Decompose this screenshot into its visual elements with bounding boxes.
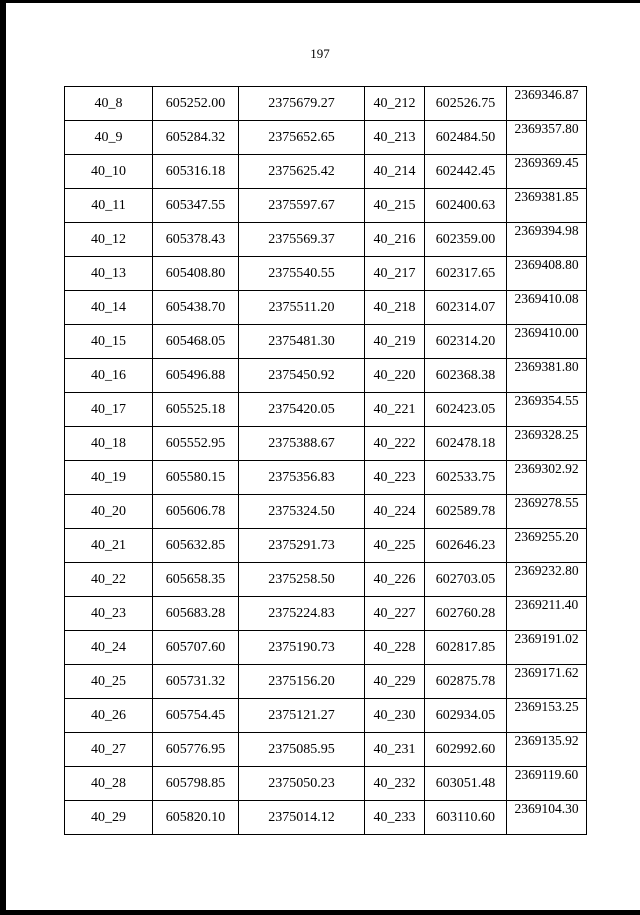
table-row (65, 699, 587, 733)
y-coordinate-right: 2369191.02 (507, 631, 587, 665)
y-coordinate-right: 2369135.92 (507, 733, 587, 767)
table-row (65, 529, 587, 563)
x-coordinate-right: 602442.45 (425, 155, 507, 189)
table-row (65, 359, 587, 393)
y-coordinate-left: 2375085.95 (239, 733, 365, 767)
y-coordinate-right: 2369119.60 (507, 767, 587, 801)
point-id-left: 40_21 (65, 529, 153, 563)
table-row (65, 325, 587, 359)
y-coordinate-left: 2375625.42 (239, 155, 365, 189)
scan-border-top (0, 0, 640, 3)
point-id-right: 40_215 (365, 189, 425, 223)
x-coordinate-left: 605316.18 (153, 155, 239, 189)
x-coordinate-right: 602314.07 (425, 291, 507, 325)
point-id-left: 40_22 (65, 563, 153, 597)
y-coordinate-left: 2375481.30 (239, 325, 365, 359)
point-id-right: 40_227 (365, 597, 425, 631)
coordinates-table-body (65, 87, 587, 835)
point-id-right: 40_221 (365, 393, 425, 427)
y-coordinate-right: 2369328.25 (507, 427, 587, 461)
point-id-right: 40_219 (365, 325, 425, 359)
x-coordinate-right: 602368.38 (425, 359, 507, 393)
y-coordinate-left: 2375652.65 (239, 121, 365, 155)
point-id-left: 40_17 (65, 393, 153, 427)
table-row (65, 495, 587, 529)
x-coordinate-left: 605658.35 (153, 563, 239, 597)
point-id-right: 40_223 (365, 461, 425, 495)
point-id-right: 40_233 (365, 801, 425, 835)
point-id-left: 40_14 (65, 291, 153, 325)
x-coordinate-left: 605683.28 (153, 597, 239, 631)
y-coordinate-right: 2369410.08 (507, 291, 587, 325)
x-coordinate-right: 603051.48 (425, 767, 507, 801)
y-coordinate-right: 2369255.20 (507, 529, 587, 563)
x-coordinate-right: 602400.63 (425, 189, 507, 223)
y-coordinate-left: 2375511.20 (239, 291, 365, 325)
point-id-left: 40_26 (65, 699, 153, 733)
x-coordinate-right: 602533.75 (425, 461, 507, 495)
y-coordinate-right: 2369104.30 (507, 801, 587, 835)
x-coordinate-right: 602992.60 (425, 733, 507, 767)
point-id-left: 40_9 (65, 121, 153, 155)
table-row (65, 257, 587, 291)
point-id-right: 40_218 (365, 291, 425, 325)
point-id-right: 40_231 (365, 733, 425, 767)
point-id-left: 40_10 (65, 155, 153, 189)
y-coordinate-right: 2369357.80 (507, 121, 587, 155)
y-coordinate-left: 2375569.37 (239, 223, 365, 257)
x-coordinate-left: 605378.43 (153, 223, 239, 257)
x-coordinate-left: 605820.10 (153, 801, 239, 835)
x-coordinate-left: 605438.70 (153, 291, 239, 325)
x-coordinate-right: 602703.05 (425, 563, 507, 597)
table-row (65, 597, 587, 631)
y-coordinate-left: 2375224.83 (239, 597, 365, 631)
coordinates-table (64, 86, 587, 835)
x-coordinate-right: 602646.23 (425, 529, 507, 563)
y-coordinate-left: 2375324.50 (239, 495, 365, 529)
x-coordinate-right: 602760.28 (425, 597, 507, 631)
x-coordinate-left: 605707.60 (153, 631, 239, 665)
y-coordinate-left: 2375388.67 (239, 427, 365, 461)
table-row (65, 223, 587, 257)
page-number: 197 (310, 46, 330, 61)
x-coordinate-right: 602484.50 (425, 121, 507, 155)
table-row (65, 563, 587, 597)
x-coordinate-left: 605552.95 (153, 427, 239, 461)
y-coordinate-right: 2369211.40 (507, 597, 587, 631)
y-coordinate-left: 2375156.20 (239, 665, 365, 699)
y-coordinate-left: 2375121.27 (239, 699, 365, 733)
x-coordinate-left: 605252.00 (153, 87, 239, 121)
scan-border-bottom (0, 910, 640, 915)
table-row (65, 393, 587, 427)
table-row (65, 155, 587, 189)
y-coordinate-right: 2369369.45 (507, 155, 587, 189)
point-id-left: 40_20 (65, 495, 153, 529)
y-coordinate-left: 2375291.73 (239, 529, 365, 563)
x-coordinate-left: 605731.32 (153, 665, 239, 699)
point-id-right: 40_226 (365, 563, 425, 597)
y-coordinate-left: 2375450.92 (239, 359, 365, 393)
table-row (65, 801, 587, 835)
point-id-right: 40_216 (365, 223, 425, 257)
table-row (65, 121, 587, 155)
point-id-left: 40_19 (65, 461, 153, 495)
x-coordinate-right: 602423.05 (425, 393, 507, 427)
x-coordinate-left: 605632.85 (153, 529, 239, 563)
point-id-right: 40_220 (365, 359, 425, 393)
y-coordinate-right: 2369232.80 (507, 563, 587, 597)
y-coordinate-left: 2375679.27 (239, 87, 365, 121)
x-coordinate-left: 605496.88 (153, 359, 239, 393)
y-coordinate-right: 2369354.55 (507, 393, 587, 427)
y-coordinate-right: 2369394.98 (507, 223, 587, 257)
point-id-right: 40_214 (365, 155, 425, 189)
x-coordinate-left: 605776.95 (153, 733, 239, 767)
table-row (65, 427, 587, 461)
y-coordinate-left: 2375420.05 (239, 393, 365, 427)
x-coordinate-right: 602478.18 (425, 427, 507, 461)
table-row (65, 189, 587, 223)
x-coordinate-right: 602317.65 (425, 257, 507, 291)
y-coordinate-left: 2375258.50 (239, 563, 365, 597)
x-coordinate-right: 602934.05 (425, 699, 507, 733)
y-coordinate-right: 2369153.25 (507, 699, 587, 733)
x-coordinate-right: 602589.78 (425, 495, 507, 529)
point-id-right: 40_217 (365, 257, 425, 291)
table-row (65, 767, 587, 801)
x-coordinate-left: 605525.18 (153, 393, 239, 427)
y-coordinate-left: 2375540.55 (239, 257, 365, 291)
table-row (65, 87, 587, 121)
y-coordinate-left: 2375597.67 (239, 189, 365, 223)
x-coordinate-right: 602875.78 (425, 665, 507, 699)
point-id-right: 40_230 (365, 699, 425, 733)
point-id-left: 40_18 (65, 427, 153, 461)
table-row (65, 461, 587, 495)
point-id-left: 40_27 (65, 733, 153, 767)
x-coordinate-right: 603110.60 (425, 801, 507, 835)
point-id-left: 40_28 (65, 767, 153, 801)
y-coordinate-right: 2369278.55 (507, 495, 587, 529)
point-id-left: 40_23 (65, 597, 153, 631)
y-coordinate-right: 2369171.62 (507, 665, 587, 699)
table-row (65, 733, 587, 767)
x-coordinate-left: 605347.55 (153, 189, 239, 223)
x-coordinate-left: 605408.80 (153, 257, 239, 291)
x-coordinate-left: 605468.05 (153, 325, 239, 359)
x-coordinate-left: 605580.15 (153, 461, 239, 495)
point-id-left: 40_25 (65, 665, 153, 699)
point-id-right: 40_232 (365, 767, 425, 801)
point-id-right: 40_222 (365, 427, 425, 461)
y-coordinate-right: 2369302.92 (507, 461, 587, 495)
point-id-left: 40_16 (65, 359, 153, 393)
y-coordinate-left: 2375356.83 (239, 461, 365, 495)
point-id-left: 40_13 (65, 257, 153, 291)
table-row (65, 631, 587, 665)
point-id-left: 40_8 (65, 87, 153, 121)
y-coordinate-right: 2369410.00 (507, 325, 587, 359)
x-coordinate-left: 605284.32 (153, 121, 239, 155)
table-row (65, 291, 587, 325)
point-id-left: 40_12 (65, 223, 153, 257)
y-coordinate-left: 2375190.73 (239, 631, 365, 665)
x-coordinate-left: 605754.45 (153, 699, 239, 733)
y-coordinate-right: 2369408.80 (507, 257, 587, 291)
y-coordinate-right: 2369381.85 (507, 189, 587, 223)
x-coordinate-left: 605798.85 (153, 767, 239, 801)
x-coordinate-right: 602817.85 (425, 631, 507, 665)
table-row (65, 665, 587, 699)
point-id-left: 40_24 (65, 631, 153, 665)
point-id-left: 40_11 (65, 189, 153, 223)
y-coordinate-right: 2369381.80 (507, 359, 587, 393)
y-coordinate-right: 2369346.87 (507, 87, 587, 121)
y-coordinate-left: 2375014.12 (239, 801, 365, 835)
x-coordinate-right: 602359.00 (425, 223, 507, 257)
point-id-left: 40_15 (65, 325, 153, 359)
scan-border-left (0, 0, 6, 915)
x-coordinate-right: 602314.20 (425, 325, 507, 359)
point-id-right: 40_225 (365, 529, 425, 563)
point-id-right: 40_229 (365, 665, 425, 699)
point-id-right: 40_224 (365, 495, 425, 529)
point-id-right: 40_228 (365, 631, 425, 665)
x-coordinate-right: 602526.75 (425, 87, 507, 121)
y-coordinate-left: 2375050.23 (239, 767, 365, 801)
x-coordinate-left: 605606.78 (153, 495, 239, 529)
point-id-right: 40_213 (365, 121, 425, 155)
point-id-left: 40_29 (65, 801, 153, 835)
point-id-right: 40_212 (365, 87, 425, 121)
